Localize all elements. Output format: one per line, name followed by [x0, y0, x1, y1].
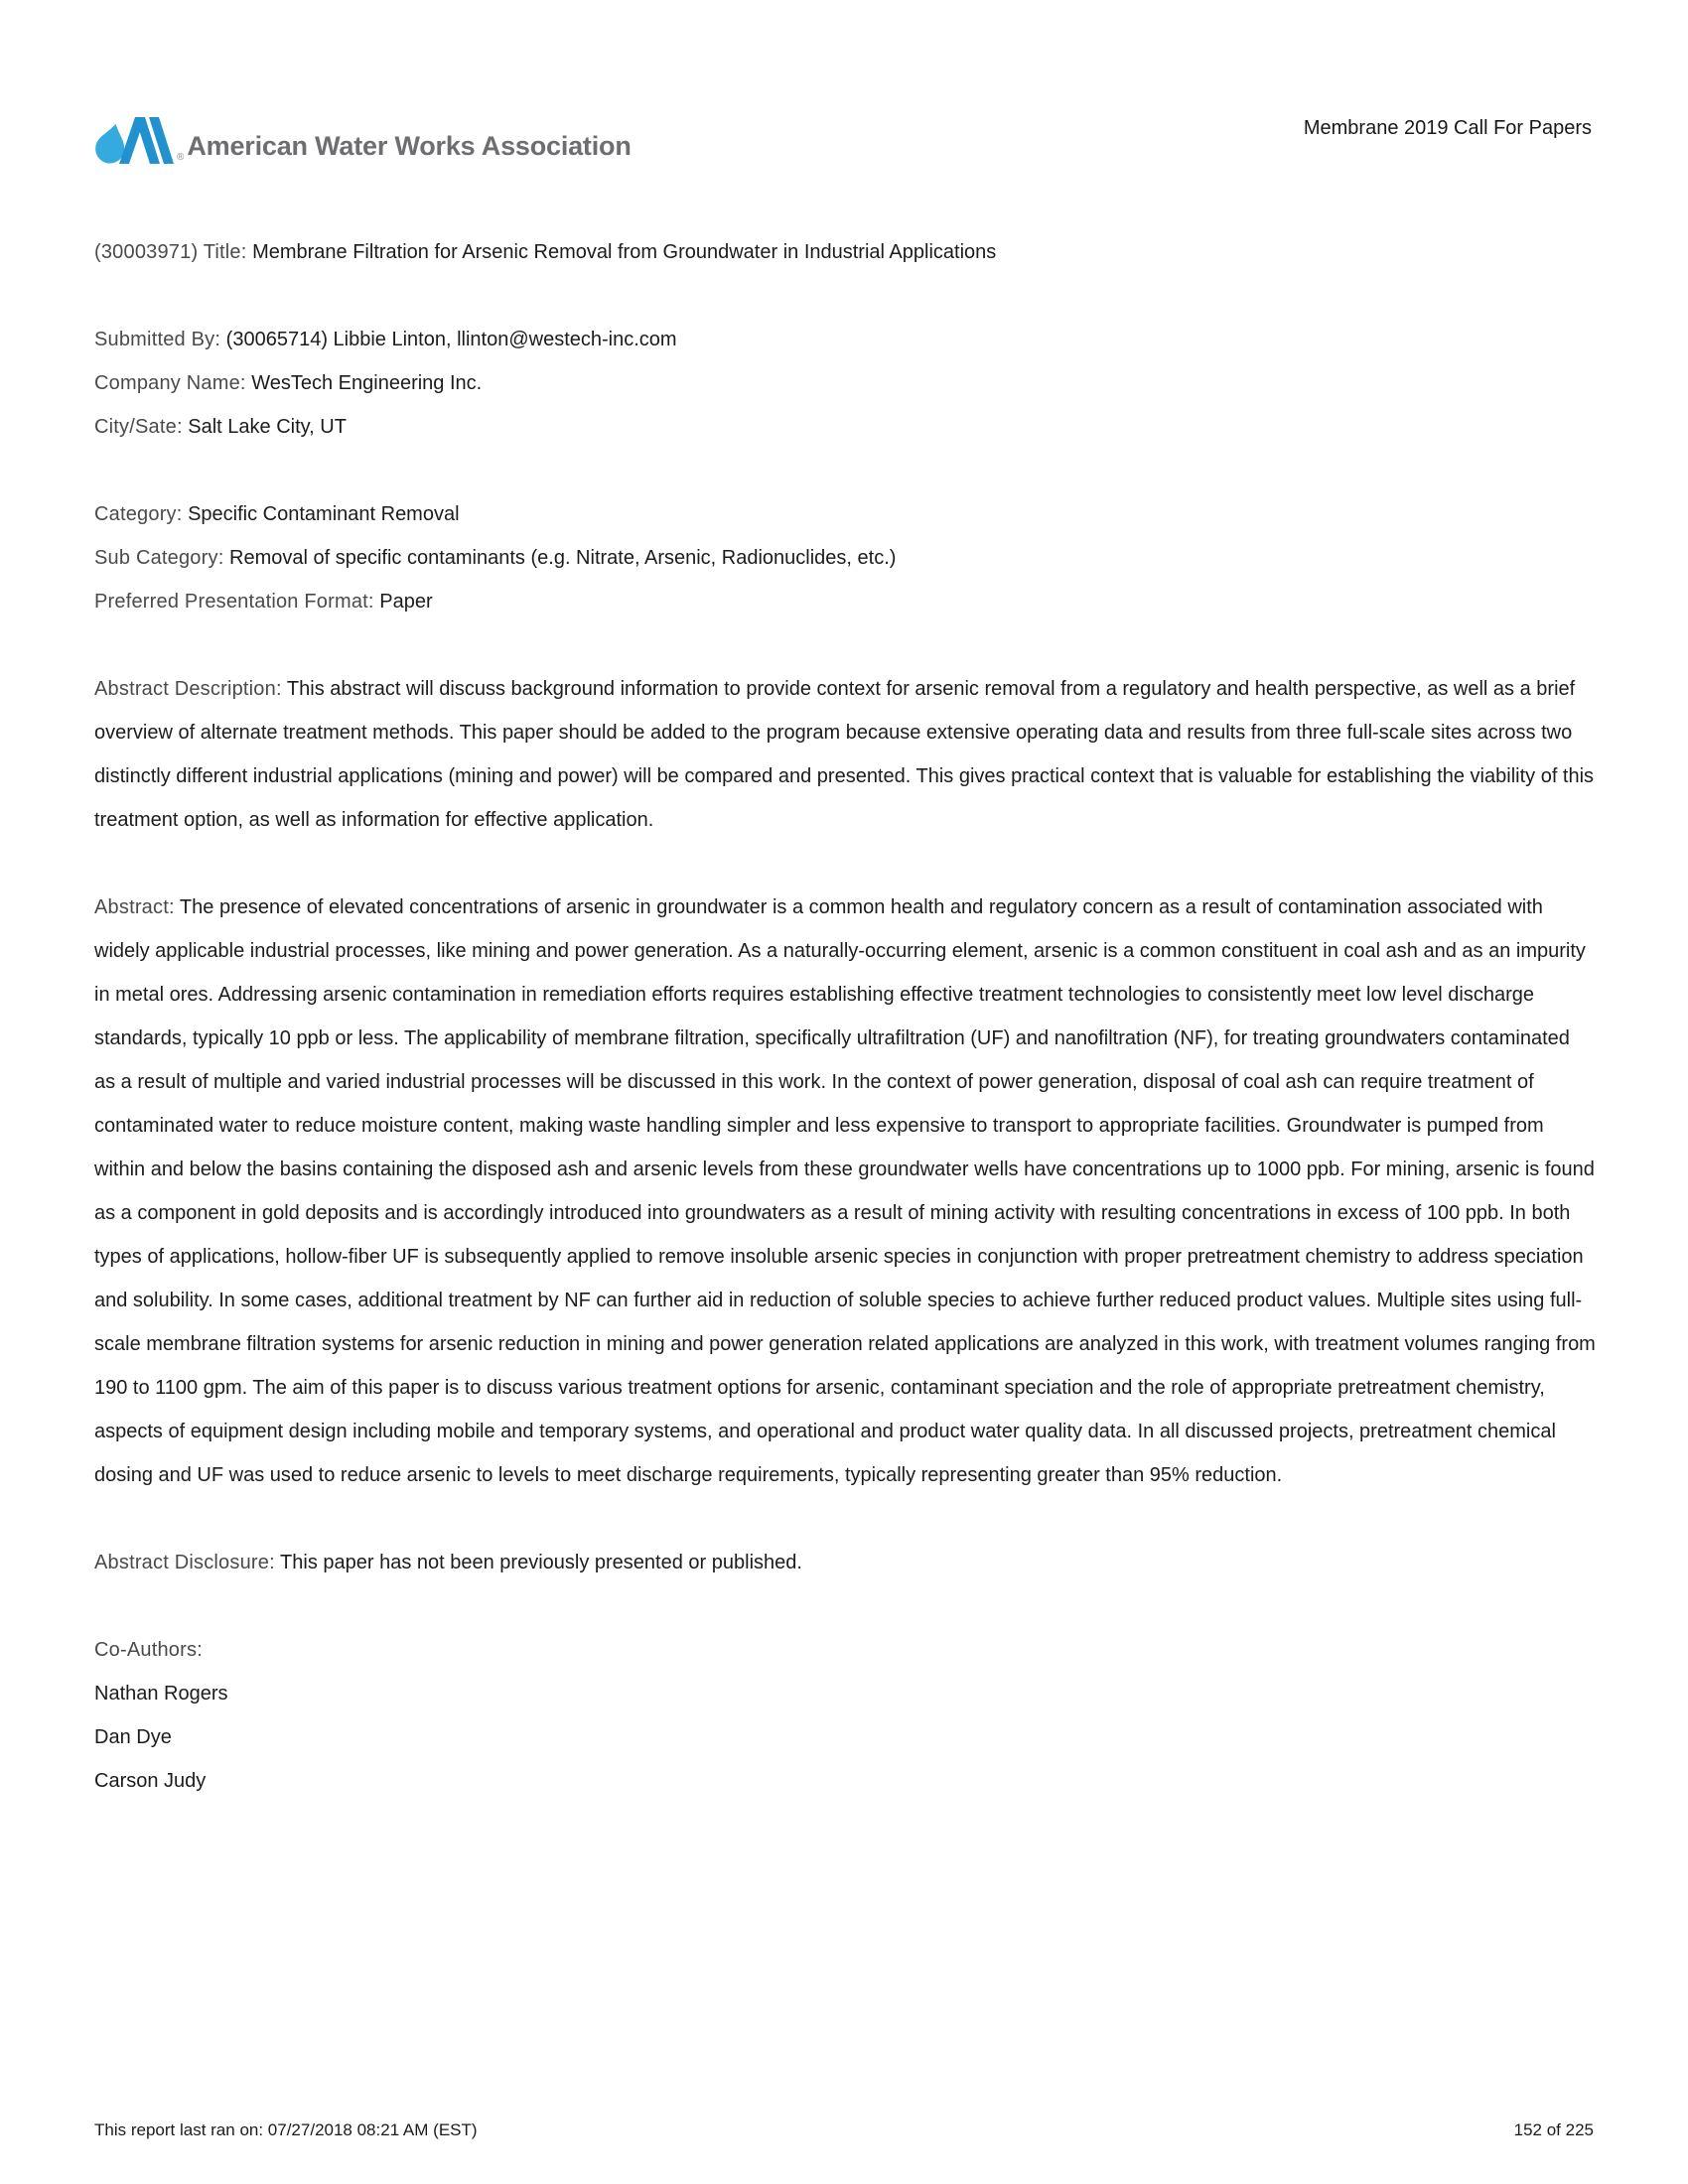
field-company-name: [94, 361, 1596, 405]
water-drop-icon: [94, 115, 176, 165]
co-authors-label: [94, 1628, 1596, 1672]
page-number: 152 of 225: [1513, 2120, 1594, 2139]
abstract-report-body: [94, 230, 1596, 1803]
field-value: WesTech Engineering Inc.: [251, 372, 483, 394]
field-label: Preferred Presentation Format:: [94, 591, 374, 613]
field-value: (30065714) Libbie Linton, llinton@westech-inc.com: [225, 329, 677, 350]
page-footer: [94, 2120, 1594, 2140]
field-label: Abstract Disclosure:: [94, 1552, 275, 1573]
field-value: This paper has not been previously presented or published.: [280, 1552, 802, 1573]
org-name: American Water Works Association: [187, 131, 632, 161]
field-label: Company Name:: [94, 372, 246, 394]
field-label: Category:: [94, 503, 183, 525]
field-value: Salt Lake City, UT: [188, 416, 347, 438]
field-label: Submitted By:: [94, 329, 221, 350]
field-label: (30003971) Title:: [94, 241, 247, 263]
co-author-name: Nathan Rogers: [94, 1683, 228, 1705]
field-label: Sub Category:: [94, 547, 224, 569]
spacer: [94, 1497, 1596, 1541]
field-presentation-format: [94, 580, 1596, 623]
field-abstract-disclosure: [94, 1541, 1596, 1584]
spacer: [94, 1584, 1596, 1628]
spacer: [94, 842, 1596, 886]
field-city-state: [94, 405, 1596, 449]
awwa-logo: [94, 115, 632, 165]
field-sub-category: [94, 536, 1596, 580]
report-title: Membrane 2019 Call For Papers: [1303, 117, 1592, 139]
field-value: Removal of specific contaminants (e.g. Nitrate, Arsenic, Radionuclides, etc.): [229, 547, 897, 569]
field-value: Membrane Filtration for Arsenic Removal from Groundwater in Industrial Applications: [252, 241, 997, 263]
spacer: [94, 623, 1596, 667]
field-value: Specific Contaminant Removal: [188, 503, 460, 525]
co-author-name: Dan Dye: [94, 1726, 172, 1748]
abstract-paragraph: [94, 886, 1596, 1497]
field-value: Paper: [379, 591, 433, 613]
abstract-description-paragraph: [94, 667, 1596, 842]
field-label: City/Sate:: [94, 416, 183, 438]
spacer: [94, 274, 1596, 318]
registered-trademark-symbol: ®: [177, 152, 185, 163]
field-label: Abstract:: [94, 896, 175, 918]
field-category: [94, 492, 1596, 536]
report-last-ran: This report last ran on: 07/27/2018 08:21 AM (EST): [94, 2120, 478, 2139]
field-label: Co-Authors:: [94, 1639, 203, 1661]
field-label: Abstract Description:: [94, 678, 282, 700]
co-author-name: Carson Judy: [94, 1770, 207, 1792]
field-submitted-by: [94, 318, 1596, 361]
field-title: [94, 230, 1596, 274]
field-value: The presence of elevated concentrations of arsenic in groundwater is a common health and regulatory concern as a result of contamination associated with widely applicable industrial processes, like mining and power generation. As a naturally-occurring element, arsenic is a common constituent in coal ash and as an impurity in metal ores. Addressing arsenic contamination in remediation efforts requires establishing effective treatment technologies to consistently meet low level discharge standards, typically 10 ppb or less. The applicability of membrane filtration, specifically ultrafiltration (UF) and nanofiltration (NF), for treating groundwaters contaminated as a result of multiple and varied industrial processes will be discussed in this work. In the context of power generation, disposal of coal ash can require treatment of contaminated water to reduce moisture content, making waste handling simpler and less expensive to transport to appropriate facilities. Groundwater is pumped from within and below the basins containing the disposed ash and arsenic levels from these groundwater wells have concentrations up to 1000 ppb. For mining, arsenic is found as a component in gold deposits and is accordingly introduced into groundwaters as a result of mining activity with resulting concentrations in excess of 100 ppb. In both types of applications, hollow-fiber UF is subsequently applied to remove insoluble arsenic species in conjunction with proper pretreatment chemistry to address speciation and solubility. In some cases, additional treatment by NF can further aid in reduction of soluble species to achieve further reduced product values. Multiple sites using full-scale membrane filtration systems for arsenic reduction in mining and power generation related applications are analyzed in this work, with treatment volumes ranging from 190 to 1100 gpm. The aim of this paper is to discuss various treatment options for arsenic, contaminant speciation and the role of appropriate pretreatment chemistry, aspects of equipment design including mobile and temporary systems, and operational and product water quality data. In all discussed projects, pretreatment chemical dosing and UF was used to reduce arsenic to levels to meet discharge requirements, typically representing greater than 95% reduction.: [94, 896, 1596, 1486]
field-value: This abstract will discuss background information to provide context for arsenic removal from a regulatory and health perspective, as well as a brief overview of alternate treatment methods. This paper should be added to the program because extensive operating data and results from three full-scale sites across two distinctly different industrial applications (mining and power) will be compared and presented. This gives practical context that is valuable for establishing the viability of this treatment option, as well as information for effective application.: [94, 678, 1595, 831]
spacer: [94, 449, 1596, 492]
